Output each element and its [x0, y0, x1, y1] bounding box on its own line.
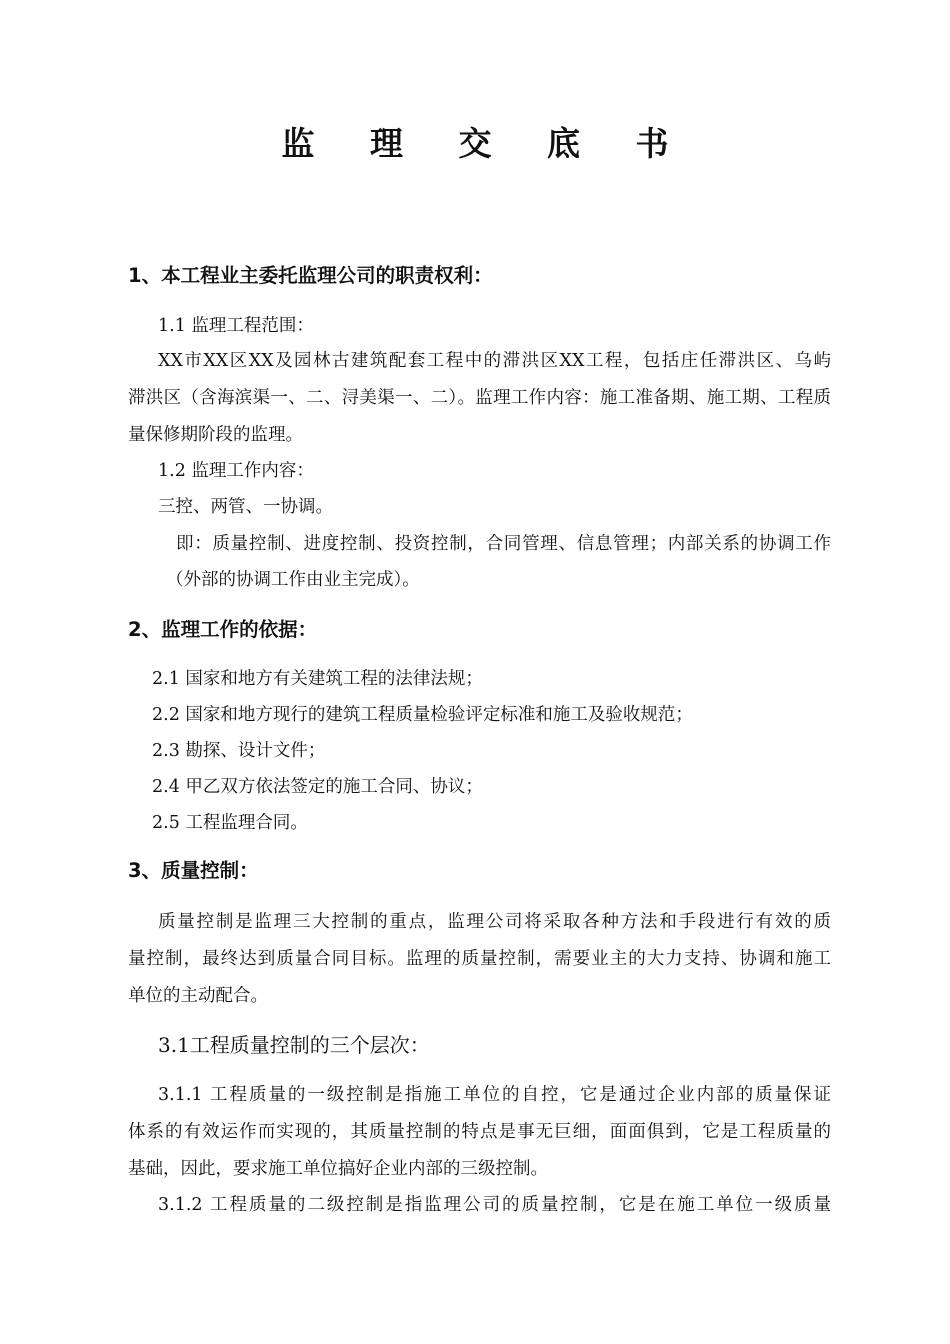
section-2-item-2: 2.2 国家和地方现行的建筑工程质量检验评定标准和施工及验收规范；: [152, 705, 693, 725]
section-2-heading: 2、监理工作的依据：: [128, 618, 318, 641]
section-3-intro-line-3: 单位的主动配合。: [128, 986, 268, 1006]
section-3-1-2-line-1: 3.1.2 工程质量的二级控制是指监理公司的质量控制，它是在施工单位一级质量: [158, 1195, 831, 1215]
section-3-1-1-line-3: 基础，因此，要求施工单位搞好企业内部的三级控制。: [128, 1159, 548, 1179]
section-1-1-text-line-2: 滞洪区（含海滨渠一、二、浔美渠一、二）。监理工作内容：施工准备期、施工期、工程质: [128, 388, 831, 408]
section-1-1-text-line-1: XX市XX区XX及园林古建筑配套工程中的滞洪区XX工程，包括庄任滞洪区、乌屿: [158, 351, 831, 371]
section-3-intro-line-2: 量控制，最终达到质量合同目标。监理的质量控制，需要业主的大力支持、协调和施工: [128, 949, 831, 969]
section-3-1-1-line-1: 3.1.1 工程质量的一级控制是指施工单位的自控，它是通过企业内部的质量保证: [158, 1085, 831, 1105]
section-1-1-text-line-3: 量保修期阶段的监理。: [128, 425, 303, 445]
section-3-intro-line-1: 质量控制是监理三大控制的重点，监理公司将采取各种方法和手段进行有效的质: [158, 912, 831, 932]
section-2-item-4: 2.4 甲乙双方依法签定的施工合同、协议；: [152, 777, 483, 797]
document-title: 监 理 交 底 书: [281, 124, 691, 163]
section-1-1-label: 1.1 监理工程范围：: [158, 316, 314, 336]
section-1-heading: 1、本工程业主委托监理公司的职责权利：: [128, 264, 493, 287]
section-2-item-1: 2.1 国家和地方有关建筑工程的法律法规；: [152, 669, 483, 689]
section-3-heading: 3、质量控制：: [128, 859, 259, 882]
section-1-2-text-line-1: 三控、两管、一协调。: [158, 497, 333, 517]
section-2-item-5: 2.5 工程监理合同。: [152, 813, 308, 833]
section-1-2-text-line-3: （外部的协调工作由业主完成）。: [166, 570, 420, 590]
section-3-1-heading: 3.1工程质量控制的三个层次：: [158, 1033, 430, 1057]
section-3-1-1-line-2: 体系的有效运作而实现的，其质量控制的特点是事无巨细，面面俱到，它是工程质量的: [128, 1122, 831, 1142]
section-1-2-label: 1.2 监理工作内容：: [158, 461, 314, 481]
section-1-2-text-line-2: 即：质量控制、进度控制、投资控制，合同管理、信息管理；内部关系的协调工作: [176, 534, 831, 554]
section-2-item-3: 2.3 勘探、设计文件；: [152, 741, 326, 761]
